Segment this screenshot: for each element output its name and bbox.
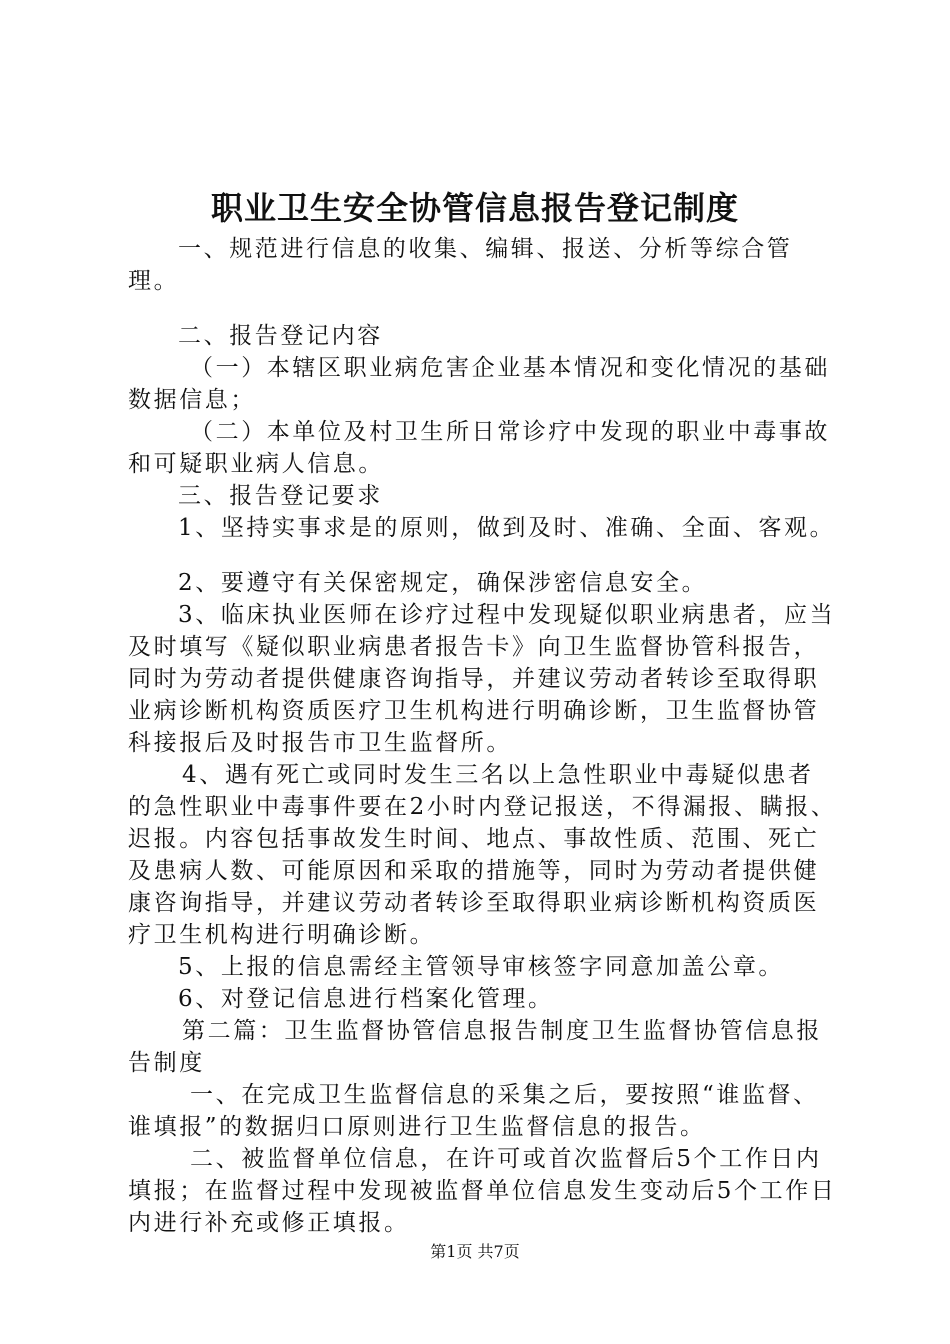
paragraph-part-two-item-1: 一、在完成卫生监督信息的采集之后，要按照“谁监督、谁填报”的数据归口原则进行卫生监督信息的报告。 [128, 1082, 819, 1140]
paragraph-requirement-2: 2、要遵守有关保密规定，确保涉密信息安全。 [178, 570, 708, 596]
page-footer: 第1页 共7页 [430, 1242, 520, 1261]
paragraph-part-two-item-2: 二、被监督单位信息，在许可或首次监督后5个工作日内填报；在监督过程中发现被监督单位信息发生变动后5个工作日内进行补充或修正填报。 [128, 1146, 837, 1236]
paragraph-section-2-heading: 二、报告登记内容 [178, 323, 383, 349]
paragraph-content-item-2: （二）本单位及村卫生所日常诊疗中发现的职业中毒事故和可疑职业病人信息。 [128, 419, 830, 477]
paragraph-requirement-4: 4、遇有死亡或同时发生三名以上急性职业中毒疑似患者的急性职业中毒事件要在2小时内登记报送，不得漏报、瞒报、迟报。内容包括事故发生时间、地点、事故性质、范围、死亡及患病人数、可能原因和采取的措施等，同时为劳动者提供健康咨询指导，并建议劳动者转诊至取得职业病诊断机构资质医疗卫生机构进行明确诊断。 [128, 762, 837, 948]
page-title: 职业卫生安全协管信息报告登记制度 [210, 189, 739, 227]
paragraph-requirement-5: 5、上报的信息需经主管领导审核签字同意加盖公章。 [178, 954, 785, 980]
paragraph-section-1: 一、规范进行信息的收集、编辑、报送、分析等综合管理。 [128, 236, 793, 294]
paragraph-section-3-heading: 三、报告登记要求 [178, 483, 383, 509]
paragraph-content-item-1: （一）本辖区职业病危害企业基本情况和变化情况的基础数据信息； [128, 355, 830, 413]
paragraph-requirement-6: 6、对登记信息进行档案化管理。 [178, 986, 554, 1012]
paragraph-requirement-3: 3、临床执业医师在诊疗过程中发现疑似职业病患者，应当及时填写《疑似职业病患者报告卡》向卫生监督协管科报告，同时为劳动者提供健康咨询指导，并建议劳动者转诊至取得职业病诊断机构资质医疗卫生机构进行明确诊断，卫生监督协管科接报后及时报告市卫生监督所。 [128, 602, 836, 756]
paragraph-part-two-heading: 第二篇：卫生监督协管信息报告制度卫生监督协管信息报告制度 [128, 1018, 822, 1076]
paragraph-requirement-1: 1、坚持实事求是的原则，做到及时、准确、全面、客观。 [178, 515, 836, 541]
document-body [128, 233, 838, 1239]
